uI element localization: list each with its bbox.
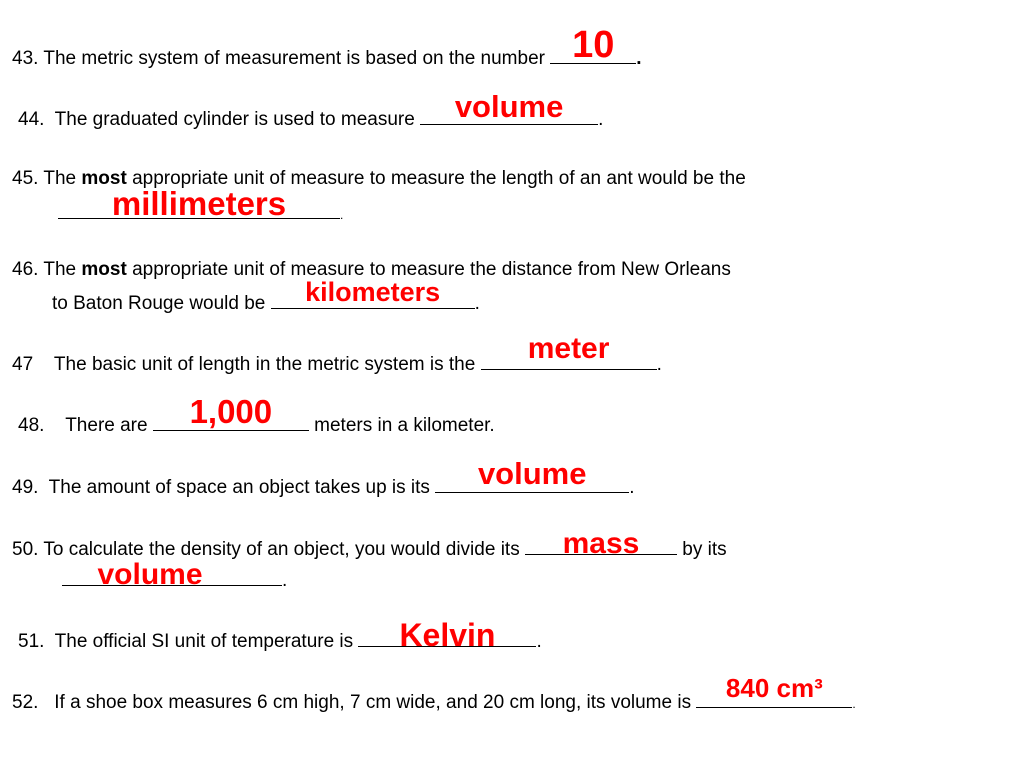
question-text: to Baton Rouge would be (52, 293, 266, 314)
answer-text: meter (527, 332, 610, 365)
question-number: 51. (18, 631, 45, 652)
question-number: 43. (12, 48, 39, 69)
question-number: 46. (12, 259, 39, 280)
question-48 (18, 393, 495, 436)
question-end: . (340, 208, 344, 222)
answer-blank (525, 527, 677, 560)
question-text: If a shoe box measures 6 cm high, 7 cm wide, and 20 cm long, its volume is (54, 692, 692, 713)
answer-text: millimeters (111, 185, 287, 222)
question-47 (12, 332, 662, 375)
question-49 (12, 456, 635, 498)
answer-text: Kelvin (399, 617, 496, 653)
question-number: 49. (12, 477, 39, 498)
emphasis-most: most (81, 168, 127, 189)
question-text-end: meters in a kilometer. (314, 415, 495, 436)
question-text: The basic unit of length in the metric system is the (53, 354, 476, 375)
question-text: The official SI unit of temperature is (54, 631, 354, 652)
question-text: The metric system of measurement is based on the number (43, 48, 545, 69)
answer-blank (153, 393, 309, 431)
question-end: . (656, 354, 662, 375)
answer-text: volume (477, 456, 587, 491)
question-number: 50. (12, 539, 39, 560)
question-50-line2 (62, 558, 288, 591)
answer-blank (358, 617, 536, 653)
question-end: . (598, 109, 604, 130)
question-text: There are (65, 415, 148, 436)
answer-blank (696, 673, 852, 708)
question-50 (12, 527, 727, 560)
question-text: The graduated cylinder is used to measure (54, 109, 415, 130)
answer-blank (481, 332, 657, 370)
answer-blank (435, 456, 629, 493)
question-text-cont: appropriate unit of measure to measure the distance from New Orleans (132, 259, 731, 280)
question-number: 47 (12, 354, 34, 375)
question-46-line2 (52, 277, 480, 314)
answer-text: 10 (572, 24, 615, 66)
question-text: The (43, 168, 77, 189)
question-end: . (852, 697, 856, 711)
question-number: 44. (18, 109, 45, 130)
question-52 (12, 673, 856, 713)
question-text: The (43, 259, 77, 280)
question-44 (18, 89, 604, 130)
question-end: . (474, 293, 480, 314)
question-number: 48. (18, 415, 45, 436)
answer-blank (420, 89, 598, 125)
question-number: 45. (12, 168, 39, 189)
answer-blank-2 (62, 558, 282, 591)
answer-text: volume (454, 89, 564, 124)
answer-text: 840 cm³ (725, 673, 823, 703)
question-end: . (629, 477, 635, 498)
question-text-cont: by its (682, 539, 727, 560)
answer-text: mass (562, 527, 640, 560)
question-text-cont: appropriate unit of measure to measure the length of an ant would be the (132, 168, 746, 189)
answer-blank (271, 277, 475, 309)
question-51 (18, 617, 542, 653)
answer-blank (58, 185, 340, 222)
answer-text: 1,000 (189, 393, 273, 430)
question-end: . (282, 570, 288, 591)
question-text: To calculate the density of an object, you would divide its (43, 539, 520, 560)
question-text: The amount of space an object takes up is its (48, 477, 430, 498)
answer-text: volume (97, 558, 203, 591)
emphasis-most: most (81, 259, 127, 280)
question-end: . (536, 631, 542, 652)
question-43 (12, 24, 642, 69)
answer-text: kilometers (305, 277, 441, 307)
question-end: . (636, 48, 642, 69)
question-number: 52. (12, 692, 39, 713)
question-45-line2 (58, 185, 344, 223)
answer-blank (550, 24, 636, 66)
